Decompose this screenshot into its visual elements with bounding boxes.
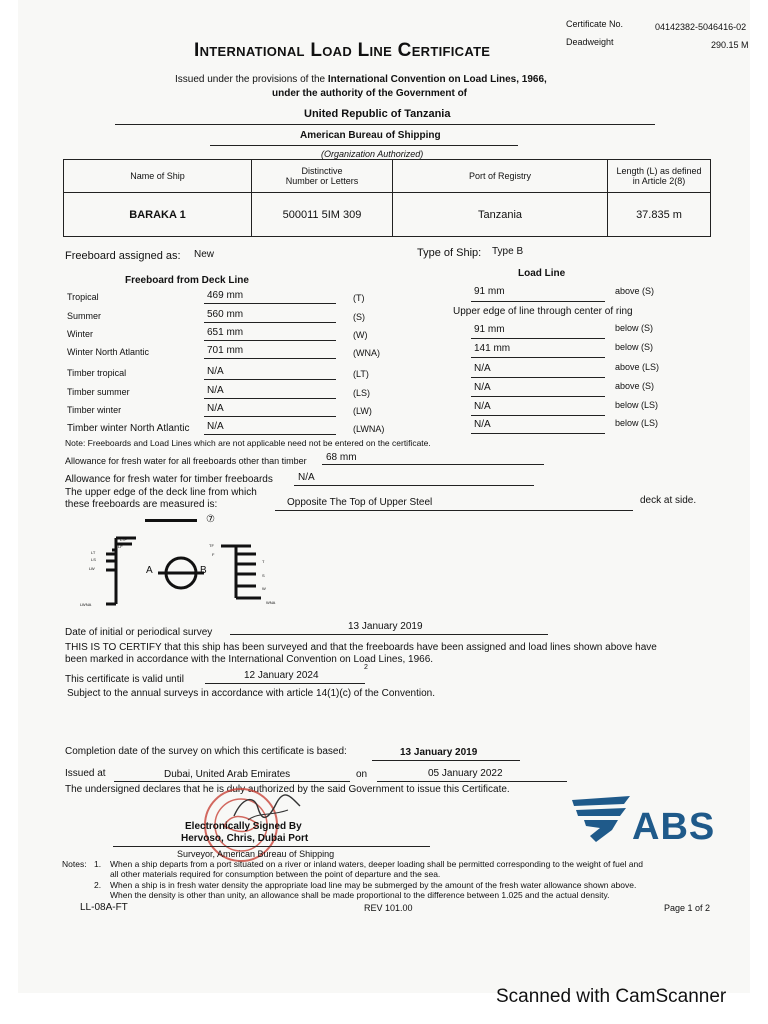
freeboard-row-underline bbox=[204, 303, 336, 304]
fresh-water-underline bbox=[322, 464, 544, 465]
freeboard-row-code: (LT) bbox=[353, 369, 369, 379]
load-line-value: 91 mm bbox=[474, 286, 505, 297]
footnote-mark: 2 bbox=[364, 664, 368, 671]
issued-on-value: 05 January 2022 bbox=[428, 768, 503, 779]
load-line-relation: below (LS) bbox=[615, 400, 659, 410]
freeboard-row-value: N/A bbox=[207, 385, 224, 396]
valid-until-label: This certificate is valid until bbox=[65, 674, 184, 685]
valid-until-date: 12 January 2024 bbox=[244, 670, 319, 681]
freeboard-row-value: 560 mm bbox=[207, 309, 244, 320]
note-1-number: 1. bbox=[94, 859, 102, 869]
load-line-value: N/A bbox=[474, 401, 491, 412]
freeboard-row-value: N/A bbox=[207, 421, 224, 432]
load-line-underline bbox=[471, 415, 605, 416]
deck-line-mark bbox=[145, 519, 197, 522]
load-line-relation: above (S) bbox=[615, 381, 655, 391]
diagram-label-lf: LF bbox=[118, 544, 123, 549]
load-line-relation: below (S) bbox=[615, 342, 654, 352]
freeboard-row-underline bbox=[204, 416, 336, 417]
signer-name: Hervoso, Chris, Dubai Port bbox=[181, 833, 309, 844]
form-number: LL-08A-FT bbox=[80, 902, 128, 913]
freeboard-row-value: 701 mm bbox=[207, 345, 244, 356]
diagram-label-tf: TF bbox=[209, 543, 214, 548]
header-distinctive-line2: Number or Letters bbox=[285, 176, 359, 186]
load-line-value: N/A bbox=[474, 363, 491, 374]
freeboard-row-label: Tropical bbox=[67, 292, 99, 302]
freeboard-row-value: 651 mm bbox=[207, 327, 244, 338]
load-line-underline bbox=[471, 433, 605, 434]
deck-edge-value: Opposite The Top of Upper Steel bbox=[287, 497, 433, 508]
freeboard-note: Note: Freeboards and Load Lines which are not applicable need not be entered on the certificate. bbox=[65, 438, 431, 448]
diagram-label-lwna: LWNA bbox=[80, 602, 92, 607]
fresh-water-allowance-value: 68 mm bbox=[326, 452, 357, 463]
electronically-signed-by: Electronically Signed By bbox=[185, 821, 302, 832]
freeboard-row-value: 469 mm bbox=[207, 290, 244, 301]
circled-seven: ⑦ bbox=[206, 514, 215, 525]
freeboard-assigned-label: Freeboard assigned as: bbox=[65, 250, 181, 262]
note-1-text-a: When a ship departs from a port situated on a river or inland waters, deeper loading shall be permitted corresponding to the weight of fuel and bbox=[110, 859, 643, 869]
diagram-label-lw: LW bbox=[89, 566, 95, 571]
freeboard-row-underline bbox=[204, 434, 336, 435]
header-length-line2: in Article 2(8) bbox=[632, 176, 686, 186]
ship-port: Tanzania bbox=[393, 193, 608, 237]
header-name-of-ship: Name of Ship bbox=[64, 160, 252, 193]
freeboard-row-underline bbox=[204, 379, 336, 380]
freeboard-row-code: (LW) bbox=[353, 406, 372, 416]
abs-logo bbox=[570, 792, 730, 857]
certify-line-2: been marked in accordance with the International Convention on Load Lines, 1966. bbox=[65, 654, 434, 665]
deck-at-side: deck at side. bbox=[640, 495, 697, 506]
initial-survey-date: 13 January 2019 bbox=[348, 621, 423, 632]
diagram-label-b: B bbox=[200, 565, 207, 576]
note-2-text-b: When the density is other than unity, an allowance shall be made proportional to the difference between 1.025 and the actual density. bbox=[110, 890, 610, 900]
load-line-underline bbox=[471, 338, 605, 339]
abs-logo-text: ABS bbox=[632, 806, 716, 848]
deadweight-value: 290.15 M bbox=[711, 40, 749, 50]
diagram-label-f: F bbox=[212, 552, 215, 557]
diagram-label-ls: LS bbox=[91, 557, 96, 562]
freeboard-row-underline bbox=[204, 340, 336, 341]
annual-surveys-text: Subject to the annual surveys in accordance with article 14(1)(c) of the Convention. bbox=[67, 688, 435, 699]
freeboard-row-label: Winter North Atlantic bbox=[67, 347, 150, 357]
note-2-number: 2. bbox=[94, 880, 102, 890]
diagram-label-w: W bbox=[262, 586, 266, 591]
signature-underline bbox=[113, 846, 430, 847]
type-of-ship-value: Type B bbox=[492, 246, 524, 257]
load-line-mark-diagram bbox=[76, 532, 286, 612]
load-line-heading: Load Line bbox=[518, 268, 566, 279]
ship-length: 37.835 m bbox=[608, 193, 711, 237]
load-line-value: 141 mm bbox=[474, 343, 511, 354]
freeboard-deck-line-heading: Freeboard from Deck Line bbox=[125, 275, 249, 286]
load-line-relation: above (S) bbox=[615, 286, 655, 296]
deck-edge-label-1: The upper edge of the deck line from which bbox=[65, 487, 257, 498]
load-line-relation: below (LS) bbox=[615, 418, 659, 428]
load-line-underline bbox=[471, 357, 605, 358]
load-line-underline bbox=[471, 301, 605, 302]
page-number: Page 1 of 2 bbox=[664, 903, 711, 913]
diagram-label-a: A bbox=[146, 565, 153, 576]
load-line-value: N/A bbox=[474, 419, 491, 430]
deck-edge-label-2: these freeboards are measured is: bbox=[65, 499, 218, 510]
convention-name: International Convention on Load Lines, 1966, bbox=[327, 74, 547, 85]
ship-name: BARAKA 1 bbox=[64, 193, 252, 237]
header-port-of-registry: Port of Registry bbox=[393, 160, 608, 193]
valid-until-underline bbox=[205, 683, 365, 684]
issued-at-value: Dubai, United Arab Emirates bbox=[164, 769, 291, 780]
freeboard-row-label: Winter bbox=[67, 329, 94, 339]
issued-on-underline bbox=[377, 781, 567, 782]
header-length-line1: Length (L) as defined bbox=[616, 166, 702, 176]
freeboard-row-code: (S) bbox=[353, 312, 365, 322]
certificate-number-value: 04142382-5046416-02 bbox=[655, 22, 747, 32]
freeboard-row-code: (T) bbox=[353, 293, 365, 303]
freeboard-row-code: (WNA) bbox=[353, 348, 380, 358]
organization-name: American Bureau of Shipping bbox=[300, 130, 441, 141]
diagram-label-lt: LT bbox=[91, 550, 96, 555]
fresh-water-timber-label: Allowance for fresh water for timber freeboards bbox=[65, 474, 273, 485]
deadweight-label: Deadweight bbox=[566, 37, 614, 47]
certificate-number-label: Certificate No. bbox=[566, 19, 624, 29]
authority-line: under the authority of the Government of bbox=[272, 88, 468, 99]
freeboard-row-label: Timber winter North Atlantic bbox=[67, 423, 190, 434]
issued-on-label: on bbox=[356, 769, 368, 780]
fresh-water-allowance-label: Allowance for fresh water for all freeboards other than timber bbox=[65, 456, 307, 466]
completion-date-value: 13 January 2019 bbox=[400, 747, 478, 758]
load-line-underline bbox=[471, 396, 605, 397]
header-length bbox=[608, 160, 711, 193]
note-2-text-a: When a ship is in fresh water density the appropriate load line may be submerged by the amount of the fresh water allowance shown above. bbox=[110, 880, 637, 890]
deck-edge-underline bbox=[275, 510, 633, 511]
completion-date-label: Completion date of the survey on which this certificate is based: bbox=[65, 746, 347, 757]
completion-underline bbox=[372, 760, 520, 761]
signer-role: Surveyor, American Bureau of Shipping bbox=[177, 849, 335, 859]
ship-particulars-table bbox=[63, 159, 711, 237]
freeboard-row-label: Summer bbox=[67, 311, 102, 321]
revision: REV 101.00 bbox=[364, 903, 413, 913]
load-line-value: N/A bbox=[474, 382, 491, 393]
fresh-water-timber-value: N/A bbox=[298, 472, 315, 483]
load-line-relation: below (S) bbox=[615, 323, 654, 333]
organization-underline bbox=[210, 145, 518, 146]
type-of-ship-label: Type of Ship: bbox=[417, 247, 482, 259]
diagram-label-wna: WNA bbox=[266, 600, 276, 605]
note-1-text-b: all other materials required for consumption between the point of departure and the sea. bbox=[110, 869, 441, 879]
certificate-title: International Load Line Certificate bbox=[194, 40, 491, 61]
header-distinctive bbox=[252, 160, 393, 193]
camscanner-watermark: Scanned with CamScanner bbox=[496, 986, 727, 1007]
freeboard-row-label: Timber tropical bbox=[67, 368, 127, 378]
diagram-label-s: S bbox=[262, 573, 265, 578]
issued-under-line bbox=[175, 74, 547, 85]
government-name: United Republic of Tanzania bbox=[304, 108, 451, 120]
diagram-label-ltf: LTF bbox=[120, 537, 127, 542]
load-line-underline bbox=[471, 377, 605, 378]
certify-line-1: THIS IS TO CERTIFY that this ship has been surveyed and that the freeboards have been assigned and load lines shown above have bbox=[65, 642, 657, 653]
freeboard-row-value: N/A bbox=[207, 366, 224, 377]
issued-under-text: Issued under the provisions of the bbox=[175, 74, 328, 85]
fresh-water-timber-underline bbox=[294, 485, 534, 486]
government-underline bbox=[115, 124, 655, 125]
initial-survey-label: Date of initial or periodical survey bbox=[65, 627, 213, 638]
organization-authorized-label: (Organization Authorized) bbox=[321, 149, 424, 159]
freeboard-assigned-value: New bbox=[194, 249, 215, 260]
authorization-declaration: The undersigned declares that he is duly authorized by the said Government to issue this Certificate. bbox=[65, 784, 510, 795]
load-line-value: 91 mm bbox=[474, 324, 505, 335]
load-line-relation: above (LS) bbox=[615, 362, 660, 372]
freeboard-row-code: (LS) bbox=[353, 388, 371, 398]
issued-at-underline bbox=[114, 781, 350, 782]
freeboard-row-underline bbox=[204, 398, 336, 399]
header-distinctive-line1: Distinctive bbox=[301, 166, 343, 176]
freeboard-row-code: (W) bbox=[353, 330, 368, 340]
initial-survey-underline bbox=[230, 634, 548, 635]
freeboard-row-underline bbox=[204, 358, 336, 359]
upper-edge-text: Upper edge of line through center of ring bbox=[453, 306, 633, 317]
freeboard-row-value: N/A bbox=[207, 403, 224, 414]
ship-distinctive: 500011 5IM 309 bbox=[252, 193, 393, 237]
issued-at-label: Issued at bbox=[65, 768, 106, 779]
freeboard-row-label: Timber summer bbox=[67, 387, 130, 397]
freeboard-row-code: (LWNA) bbox=[353, 424, 385, 434]
notes-label: Notes: bbox=[62, 859, 87, 869]
diagram-label-t: T bbox=[262, 559, 265, 564]
freeboard-row-label: Timber winter bbox=[67, 405, 122, 415]
freeboard-row-underline bbox=[204, 322, 336, 323]
